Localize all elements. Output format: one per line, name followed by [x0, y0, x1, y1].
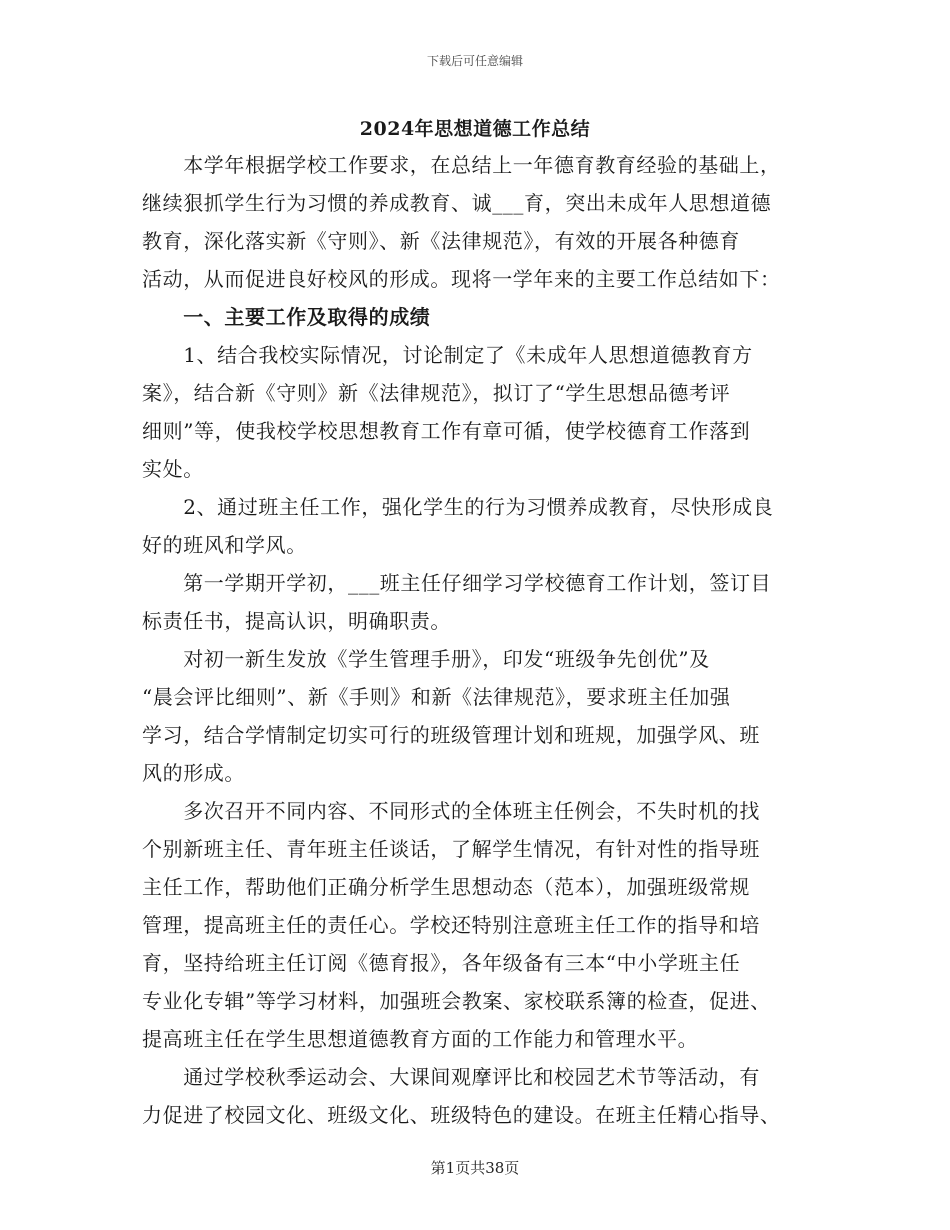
paragraph-line: 2、通过班主任工作，强化学生的行为习惯养成教育，尽快形成良 [142, 495, 774, 519]
paragraph-line: 细则”等，使我校学校思想教育工作有章可循，使学校德育工作落到 [142, 419, 751, 443]
paragraph-line: 1、结合我校实际情况，讨论制定了《未成年人思想道德教育方 [142, 343, 753, 367]
page-number: 第1页共38页 [430, 1159, 520, 1177]
paragraph-line: 实处。 [142, 457, 204, 481]
paragraph-line: 本学年根据学校工作要求，在总结上一年德育教育经验的基础上， [142, 153, 781, 177]
paragraph-line: 育，坚持给班主任订阅《德育报》，各年级备有三本“中小学班主任 [142, 951, 741, 975]
document-title: 2024年思想道德工作总结 [359, 118, 591, 140]
paragraph-line: 个别新班主任、青年班主任谈话，了解学生情况，有针对性的指导班 [142, 837, 760, 861]
paragraph-line: 好的班风和学风。 [142, 533, 307, 557]
paragraph-line: 管理，提高班主任的责任心。学校还特别注意班主任工作的指导和培 [142, 913, 760, 937]
paragraph-line: 提高班主任在学生思想道德教育方面的工作能力和管理水平。 [142, 1027, 699, 1051]
paragraph-line: 风的形成。 [142, 761, 245, 785]
paragraph-line: 力促进了校园文化、班级文化、班级特色的建设。在班主任精心指导、 [142, 1103, 781, 1127]
section-heading: 一、主要工作及取得的成绩 [142, 305, 431, 329]
paragraph-line: 多次召开不同内容、不同形式的全体班主任例会，不失时机的找 [142, 799, 760, 823]
paragraph-line: 继续狠抓学生行为习惯的养成教育、诚___育，突出未成年人思想道德 [142, 191, 772, 215]
paragraph-line: 专业化专辑”等学习材料，加强班会教案、家校联系簿的检查，促进、 [142, 989, 771, 1013]
paragraph-line: 教育，深化落实新《守则》、新《法律规范》，有效的开展各种德育 [142, 229, 740, 253]
paragraph-line: 学习，结合学情制定切实可行的班级管理计划和班规，加强学风、班 [142, 723, 760, 747]
header-note: 下载后可任意编辑 [426, 54, 523, 68]
paragraph-line: 对初一新生发放《学生管理手册》，印发“班级争先创优”及 [142, 647, 710, 671]
paragraph-line: 标责任书，提高认识，明确职责。 [142, 609, 451, 633]
paragraph-line: 案》，结合新《守则》新《法律规范》，拟订了“学生思想品德考评 [142, 381, 731, 405]
paragraph-line: 主任工作，帮助他们正确分析学生思想动态（范本），加强班级常规 [142, 875, 750, 899]
paragraph-line: 第一学期开学初，___班主任仔细学习学校德育工作计划，签订目 [142, 571, 772, 595]
document-body [142, 146, 810, 1134]
paragraph-line: “晨会评比细则”、新《手则》和新《法律规范》，要求班主任加强 [142, 685, 731, 709]
paragraph-line: 通过学校秋季运动会、大课间观摩评比和校园艺术节等活动，有 [142, 1065, 760, 1089]
paragraph-line: 活动，从而促进良好校风的形成。现将一学年来的主要工作总结如下： [142, 267, 781, 291]
